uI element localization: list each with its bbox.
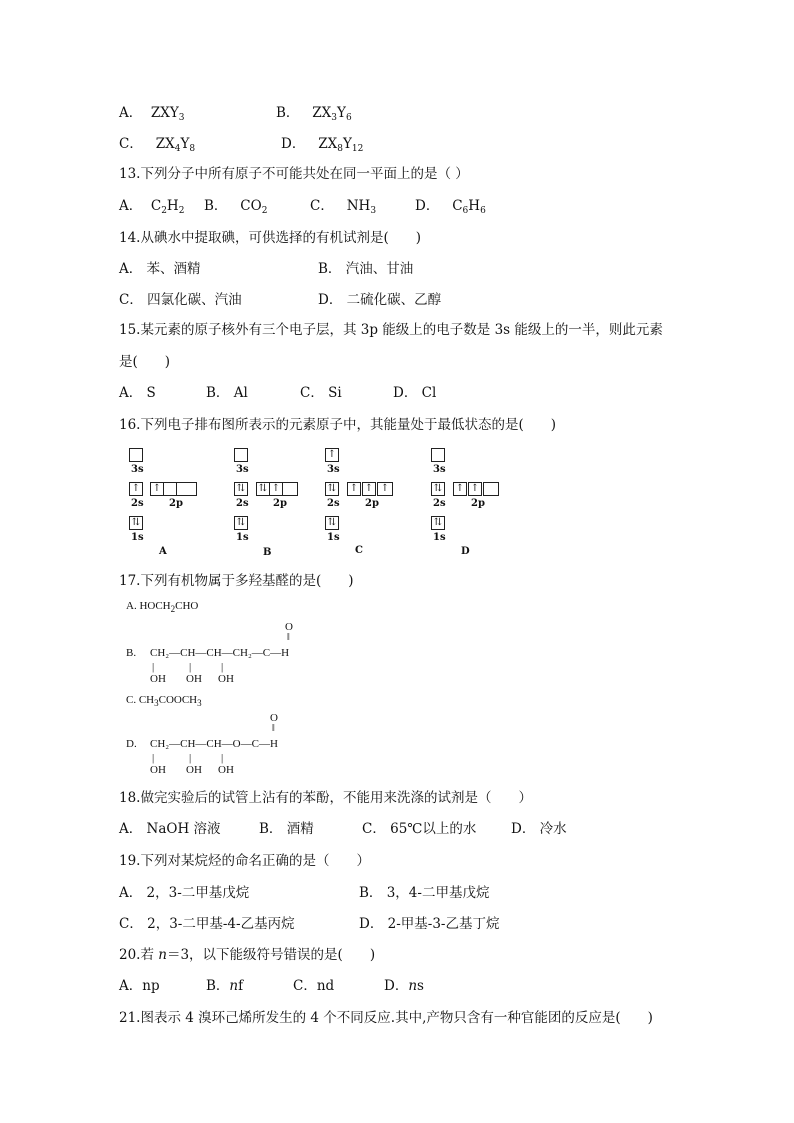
orbital-box-a-2p3 [176, 482, 197, 496]
bond-vertical: | [221, 752, 224, 764]
q13-option-d: D． $C_6H_6$ [415, 198, 486, 216]
orbital-box-c-2p3: ↑ [377, 482, 393, 496]
q15-option-b: B． Al [206, 385, 248, 401]
double-bond: ‖ [287, 632, 290, 643]
q13-option-a: A． $C_2H_2$ [119, 198, 185, 216]
hydroxyl: OH [150, 764, 166, 776]
carbonyl-oxygen: O [285, 621, 293, 633]
q12-option-b: B． $ZX_3Y_6$ [276, 105, 352, 123]
q14-option-a: A． 苯、酒精 [119, 261, 201, 277]
orbital-box-b-2p3 [282, 482, 298, 496]
label-3s: 3s [327, 464, 340, 475]
q15-option-c: C． Si [300, 385, 342, 401]
q20-stem: 20.若 n＝3，以下能级符号错误的是( ) [119, 947, 376, 963]
q13-option-b: B． $CO_2$ [204, 198, 268, 216]
orbital-box-a-2p1: ↑ [150, 482, 164, 496]
hydroxyl: OH [218, 764, 234, 776]
q20-option-a: A．np [119, 978, 160, 994]
orbital-box-b-1s: ⇅ [234, 516, 248, 530]
orbital-box-d-2s: ⇅ [431, 482, 445, 496]
bond-vertical: | [152, 752, 155, 764]
q15-option-a: A． S [119, 385, 156, 401]
q19-option-a: A． 2，3-二甲基戊烷 [119, 885, 250, 901]
q15-option-d: D． Cl [393, 385, 437, 401]
chain-d: CH₂—CH—CH—O—C—H [150, 738, 278, 750]
q18-option-b: B． 酒精 [259, 821, 314, 837]
q18-option-d: D． 冷水 [511, 821, 567, 837]
orbital-box-d-2p3 [483, 482, 499, 496]
q14-option-c: C． 四氯化碳、汽油 [119, 292, 242, 308]
bond-vertical: | [189, 752, 192, 764]
label-2s: 2s [236, 498, 249, 509]
q17-option-c: C. $CH_3COOCH_3$ [126, 694, 202, 708]
q15-stem-line1: 15.某元素的原子核外有三个电子层，其 3p 能级上的电子数是 3s 能级上的一半，则此元素 [119, 322, 663, 338]
orbital-box-d-1s: ⇅ [431, 516, 445, 530]
label-1s: 1s [327, 532, 340, 543]
orbital-box-b-2s: ⇅ [234, 482, 248, 496]
orbital-box-a-2p2 [163, 482, 177, 496]
chain-b: CH₂—CH—CH—CH₂—C—H [150, 647, 290, 659]
orbital-box-c-2s: ⇅ [325, 482, 339, 496]
hydroxyl: OH [218, 673, 234, 685]
label-1s: 1s [131, 532, 144, 543]
q19-stem: 19.下列对某烷烃的命名正确的是（ ） [119, 853, 370, 869]
carbonyl-oxygen: O [270, 712, 278, 724]
orbital-box-b-2p1: ⇅ [256, 482, 270, 496]
q12-option-d: D． $ZX_8Y_{12}$ [281, 136, 364, 154]
orbital-box-c-3s: ↑ [325, 448, 339, 462]
orbital-box-d-2p1: ↑ [453, 482, 467, 496]
q12-option-c: C． $ZX_4Y_8$ [119, 136, 196, 154]
label-1s: 1s [236, 532, 249, 543]
double-bond: ‖ [272, 723, 275, 734]
orbital-box-c-1s: ⇅ [325, 516, 339, 530]
diagram-label-d: D [461, 546, 470, 557]
orbital-box-b-2p2: ↑ [269, 482, 283, 496]
q19-option-d: D． 2-甲基-3-乙基丁烷 [359, 916, 500, 932]
diagram-label-b: B [263, 547, 272, 558]
label-3s: 3s [236, 464, 249, 475]
q14-option-b: B． 汽油、甘油 [318, 261, 414, 277]
q21-stem: 21.图表示 4 溴环己烯所发生的 4 个不同反应.其中,产物只含有一种官能团的反应是( ) [119, 1010, 653, 1026]
q20-option-b: B．nf [206, 978, 244, 994]
q17-stem: 17.下列有机物属于多羟基醛的是( ) [119, 573, 354, 589]
diagram-label-a: A [159, 546, 167, 557]
label-3s: 3s [433, 464, 446, 475]
orbital-box-d-3s [431, 448, 445, 462]
orbital-box-c-2p2: ↑ [362, 482, 376, 496]
q13-option-c: C． $NH_3$ [310, 198, 377, 216]
option-letter-b: B. [126, 647, 137, 659]
q19-option-c: C． 2，3-二甲基-4-乙基丙烷 [119, 916, 295, 932]
label-1s: 1s [433, 532, 446, 543]
q17-option-a: A. $HOCH_2CHO$ [126, 600, 199, 614]
orbital-box-b-3s [234, 448, 248, 462]
q14-stem: 14.从碘水中提取碘，可供选择的有机试剂是( ) [119, 230, 422, 246]
orbital-box-a-2s: ↑ [129, 482, 143, 496]
hydroxyl: OH [186, 673, 202, 685]
q13-stem: 13.下列分子中所有原子不可能共处在同一平面上的是（ ） [119, 166, 469, 182]
label-2p: 2p [273, 498, 287, 509]
orbital-box-a-3s [129, 448, 143, 462]
label-2s: 2s [131, 498, 144, 509]
q12-option-a: A． $ZXY_3$ [119, 105, 185, 123]
q18-option-a: A． NaOH 溶液 [119, 821, 221, 837]
bond-vertical: | [221, 661, 224, 673]
option-letter-d: D. [126, 738, 137, 750]
label-2p: 2p [365, 498, 379, 509]
label-2p: 2p [471, 498, 485, 509]
bond-vertical: | [152, 661, 155, 673]
orbital-box-c-2p1: ↑ [347, 482, 361, 496]
diagram-label-c: C [355, 545, 363, 556]
q18-stem: 18.做完实验后的试管上沾有的苯酚，不能用来洗涤的试剂是（ ） [119, 790, 532, 806]
q20-option-d: D．ns [384, 978, 424, 994]
q19-option-b: B． 3，4-二甲基戊烷 [359, 885, 490, 901]
q16-stem: 16.下列电子排布图所表示的元素原子中，其能量处于最低状态的是( ) [119, 417, 557, 433]
label-3s: 3s [131, 464, 144, 475]
q15-stem-line2: 是( ) [119, 354, 171, 370]
q20-option-c: C．nd [293, 978, 335, 994]
orbital-box-a-1s: ⇅ [129, 516, 143, 530]
hydroxyl: OH [150, 673, 166, 685]
bond-vertical: | [189, 661, 192, 673]
q18-option-c: C． 65℃以上的水 [362, 821, 477, 837]
label-2s: 2s [433, 498, 446, 509]
label-2s: 2s [327, 498, 340, 509]
hydroxyl: OH [186, 764, 202, 776]
orbital-box-d-2p2: ↑ [468, 482, 482, 496]
label-2p: 2p [169, 498, 183, 509]
q14-option-d: D． 二硫化碳、乙醇 [318, 292, 442, 308]
